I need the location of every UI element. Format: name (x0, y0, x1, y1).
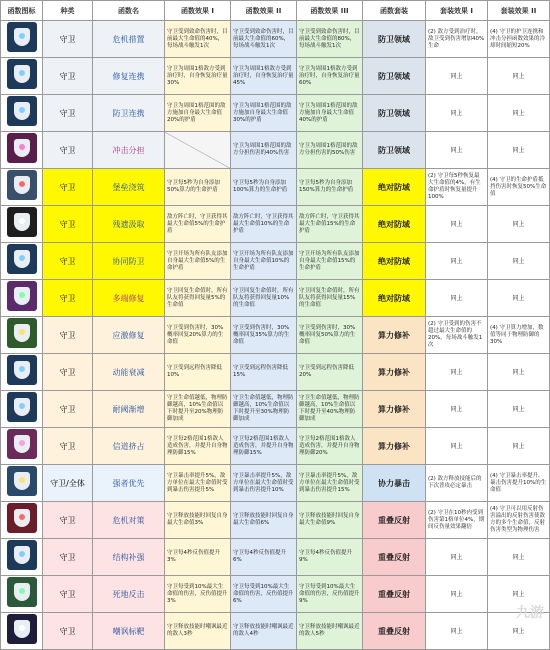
kind-cell: 守卫 (43, 354, 93, 391)
function-name: 结构补强 (93, 539, 165, 576)
kind-cell: 守卫 (43, 21, 93, 58)
effect-2: 守卫暴击率提升5%，敌方单位在最大生命值时受到暴击伤害提升10% (231, 465, 297, 502)
battery-heal-icon (7, 281, 37, 311)
function-name: 防卫连携 (93, 95, 165, 132)
effect-2: 守卫生命值越低，物理防御越高，10%生命值以下时提升至30%物理防御加成 (231, 391, 297, 428)
set-name: 防卫领域 (363, 132, 426, 169)
icon-cell (1, 58, 43, 95)
effect-3: 守卫生命值越低，物理防御越高，10%生命值以下时提升至40%物理防御加成 (297, 391, 363, 428)
effect-1: 守卫每5秒为自身添加50%算力的生命护盾 (165, 169, 231, 206)
set-name: 重叠反射 (363, 502, 426, 539)
set-effect-2: (4) 守卫暴击率提升，暴击伤害提升10%的生命值 (488, 465, 550, 502)
table-row (1, 169, 550, 206)
table-row (1, 354, 550, 391)
icon-cell (1, 21, 43, 58)
function-name: 动能衰减 (93, 354, 165, 391)
effect-3: 敌方阵亡时，守卫获得其最大生命值15%的生命护盾 (297, 206, 363, 243)
shield-cube-icon (7, 429, 37, 459)
effect-3: 守卫释放技能时嘲讽最近的敌人5秒 (297, 613, 363, 650)
set-effect-2: (4) 守卫可以用反射伤害溢出的反射伤害使敌方的多个生命值，反射伤害类型为物理伤害 (488, 502, 550, 539)
set-name: 绝对防域 (363, 280, 426, 317)
effect-3: 守卫每5秒为自身添加150%算力的生命护盾 (297, 169, 363, 206)
set-effect-2: 同上 (488, 280, 550, 317)
shield-repair-icon (7, 59, 37, 89)
set-name: 算力修补 (363, 354, 426, 391)
effect-2: 守卫受到远程伤害降低15% (231, 354, 297, 391)
header-set-effect-1: 套装效果 I (426, 1, 488, 21)
set-effect-1: 同上 (426, 206, 488, 243)
header-effect-2: 函数效果 II (231, 1, 297, 21)
set-effect-1: 同上 (426, 243, 488, 280)
set-name: 算力修补 (363, 391, 426, 428)
effect-1: 守卫释放技能时回复自身最大生命值3% (165, 502, 231, 539)
effect-3: 守卫每2格范围1格敌人造成伤害，并提升自身物理防御20% (297, 428, 363, 465)
kind-cell: 守卫 (43, 169, 93, 206)
shield-stack-icon (7, 392, 37, 422)
effect-1: 守卫受到远程伤害降低10% (165, 354, 231, 391)
kind-cell: 守卫 (43, 317, 93, 354)
effect-2: 守卫释放技能时嘲讽最近的敌人4秒 (231, 613, 297, 650)
effect-2: 守卫回复生命值时，所有队友将获得回复量10%的生命值 (231, 280, 297, 317)
set-name: 绝对防域 (363, 243, 426, 280)
set-name: 算力修补 (363, 317, 426, 354)
set-effect-2: 同上 (488, 206, 550, 243)
set-effect-1: 同上 (426, 58, 488, 95)
effect-1-empty (165, 132, 231, 169)
set-effect-2: 同上 (488, 539, 550, 576)
kind-cell: 守卫 (43, 132, 93, 169)
function-name: 强者优先 (93, 465, 165, 502)
set-effect-1: 同上 (426, 428, 488, 465)
function-name: 嘲讽标靶 (93, 613, 165, 650)
set-effect-2: (4) 守卫算力增加，数值等同于物理防御的30% (488, 317, 550, 354)
effect-2: 守卫为周围1格范围的敌方施加自身最大生命值30%的护盾 (231, 95, 297, 132)
kind-cell: 守卫 (43, 391, 93, 428)
shield-team-icon (7, 244, 37, 274)
header-icon: 函数图标 (1, 1, 43, 21)
set-effect-1: 同上 (426, 132, 488, 169)
effect-3: 守卫暴击率提升5%，敌方单位在最大生命值时受到暴击伤害提升15% (297, 465, 363, 502)
effect-2: 守卫为周围1格范围的敌方分担伤害的40%伤害 (231, 132, 297, 169)
effect-2: 守卫每2格范围1格敌人造成伤害，并提升自身物理防御15% (231, 428, 297, 465)
function-name: 堡垒浇筑 (93, 169, 165, 206)
set-name: 重叠反射 (363, 539, 426, 576)
effect-3: 守卫开场为所有队友添加自身最大生命值15%的生命护盾 (297, 243, 363, 280)
kind-cell: 守卫 (43, 502, 93, 539)
set-effect-1: 同上 (426, 576, 488, 613)
effect-1: 守卫受到伤害时，30%概率回复20%算力的生命值 (165, 317, 231, 354)
kind-cell: 守卫/全体 (43, 465, 93, 502)
header-effect-1: 函数效果 I (165, 1, 231, 21)
set-effect-2: (4) 守卫的生命护盾抵挡伤害时恢复50%生命值 (488, 169, 550, 206)
function-name: 冲击分担 (93, 132, 165, 169)
shield-heart-icon (7, 170, 37, 200)
effect-3: 守卫为周围1格范围的敌方分担伤害的50%伤害 (297, 132, 363, 169)
shield-frame-icon (7, 22, 37, 52)
function-name: 协同防卫 (93, 243, 165, 280)
effect-1: 守卫回复生命值时，所有队友将获得回复量5%的生命值 (165, 280, 231, 317)
shield-split-icon (7, 133, 37, 163)
table-row (1, 206, 550, 243)
set-effect-1: (2) 敌方释放技能后的下次普攻必定暴击 (426, 465, 488, 502)
effect-2: 守卫每受到10%最大生命值的伤害，反伤值提升6% (231, 576, 297, 613)
set-name: 重叠反射 (363, 576, 426, 613)
effect-3: 守卫受到致命伤害时，目前最大生命值的80%，每场战斗触发1次 (297, 21, 363, 58)
set-effect-2: 同上 (488, 576, 550, 613)
set-name: 防卫领域 (363, 95, 426, 132)
star-crown-icon (7, 466, 37, 496)
table-row (1, 21, 550, 58)
set-effect-2: 同上 (488, 391, 550, 428)
icon-cell (1, 243, 43, 280)
set-effect-1: 同上 (426, 391, 488, 428)
effect-1: 守卫每受到10%最大生命值的伤害，反伤值提升3% (165, 576, 231, 613)
table-row (1, 280, 550, 317)
kind-cell: 守卫 (43, 243, 93, 280)
set-effect-1: 同上 (426, 354, 488, 391)
effect-2: 守卫开场为所有队友添加自身最大生命值10%的生命护盾 (231, 243, 297, 280)
icon-cell (1, 539, 43, 576)
set-effect-2: 同上 (488, 132, 550, 169)
effect-2: 守卫受到伤害时，30%概率回复35%算力的生命值 (231, 317, 297, 354)
shield-alert-icon (7, 503, 37, 533)
function-name: 危机措置 (93, 21, 165, 58)
effect-3: 守卫每4秒反伤值提升9% (297, 539, 363, 576)
set-effect-2: 同上 (488, 613, 550, 650)
set-name: 防卫领域 (363, 58, 426, 95)
table-row (1, 502, 550, 539)
icon-cell (1, 95, 43, 132)
set-effect-2: 同上 (488, 95, 550, 132)
icon-cell (1, 391, 43, 428)
icon-cell (1, 206, 43, 243)
set-effect-1: 同上 (426, 613, 488, 650)
shield-link-icon (7, 96, 37, 126)
effect-1: 守卫受到致命伤害时，目前最大生命值的40%，每场战斗触发1次 (165, 21, 231, 58)
set-effect-1: 同上 (426, 539, 488, 576)
effect-2: 守卫释放技能时回复自身最大生命值6% (231, 502, 297, 539)
icon-cell (1, 502, 43, 539)
icon-cell (1, 354, 43, 391)
table-row (1, 317, 550, 354)
effect-1: 守卫每4秒反伤值提升3% (165, 539, 231, 576)
table-row (1, 576, 550, 613)
effect-3: 守卫受到伤害时，30%概率回复50%算力的生命值 (297, 317, 363, 354)
set-name: 协力暴击 (363, 465, 426, 502)
function-name: 信道挤占 (93, 428, 165, 465)
table-row (1, 243, 550, 280)
function-name: 死地反击 (93, 576, 165, 613)
shield-counter-icon (7, 577, 37, 607)
function-name: 修复连携 (93, 58, 165, 95)
table-row (1, 391, 550, 428)
icon-cell (1, 428, 43, 465)
set-effect-1: (2) 守卫在10秒内受到伤害第1格单位4%，期间反伤量效果翻倍 (426, 502, 488, 539)
effect-3: 守卫为周围1格范围的敌方施加自身最大生命值40%的护盾 (297, 95, 363, 132)
set-effect-1: 同上 (426, 280, 488, 317)
effect-2: 守卫为周围1格敌方受到治疗时，自身恢复治疗量45% (231, 58, 297, 95)
function-name: 耐阈渐增 (93, 391, 165, 428)
plus-sparkle-icon (7, 318, 37, 348)
header-effect-3: 函数效果 III (297, 1, 363, 21)
function-name: 多端修复 (93, 280, 165, 317)
set-name: 绝对防域 (363, 206, 426, 243)
set-effect-1: (2) 守卫每5秒恢复最大生命值的4%，有生命护盾时恢复量提升100% (426, 169, 488, 206)
icon-cell (1, 613, 43, 650)
kind-cell: 守卫 (43, 539, 93, 576)
set-effect-2: 同上 (488, 428, 550, 465)
shield-decay-icon (7, 355, 37, 385)
kind-cell: 守卫 (43, 280, 93, 317)
effect-3: 守卫受到远程伤害降低20% (297, 354, 363, 391)
set-effect-1: (2) 守卫受到的伤害不超过最大生命值的20%，每场战斗触发1次 (426, 317, 488, 354)
watermark-logo: 九游 (516, 602, 544, 622)
table-row (1, 132, 550, 169)
effect-3: 守卫释放技能时回复自身最大生命值9% (297, 502, 363, 539)
effect-1: 守卫为周围1格敌方受到治疗时，自身恢复治疗量30% (165, 58, 231, 95)
icon-cell (1, 132, 43, 169)
set-effect-2: 同上 (488, 243, 550, 280)
header-name: 函数名 (93, 1, 165, 21)
set-name: 绝对防域 (363, 169, 426, 206)
effect-1: 守卫每2格范围1格敌人造成伤害，并提升自身物理防御15% (165, 428, 231, 465)
effect-1: 守卫开场为所有队友添加自身最大生命值5%的生命护盾 (165, 243, 231, 280)
effect-1: 守卫生命值越低，物理防御越高，10%生命值以下时提升至20%物理防御加成 (165, 391, 231, 428)
effect-3: 守卫为周围1格敌方受到治疗时，自身恢复治疗量60% (297, 58, 363, 95)
table-row (1, 613, 550, 650)
effect-2: 守卫每5秒为自身添加100%算力的生命护盾 (231, 169, 297, 206)
effect-1: 守卫暴击率提升5%，敌方单位在最大生命值时受到暴击伤害提升5% (165, 465, 231, 502)
icon-cell (1, 465, 43, 502)
crosshair-icon (7, 614, 37, 644)
effect-2: 守卫受到致命伤害时，目前最大生命值的60%，每场战斗触发1次 (231, 21, 297, 58)
kind-cell: 守卫 (43, 576, 93, 613)
set-effect-2: 同上 (488, 354, 550, 391)
header-kind: 种类 (43, 1, 93, 21)
set-effect-2: (4) 守卫的护卫连携和冲击分担函数效果的冷却时间缩短20% (488, 21, 550, 58)
effect-2: 守卫每4秒反伤值提升6% (231, 539, 297, 576)
set-effect-1: 同上 (426, 95, 488, 132)
icon-cell (1, 576, 43, 613)
header-set: 函数套装 (363, 1, 426, 21)
kind-cell: 守卫 (43, 58, 93, 95)
icon-cell (1, 169, 43, 206)
table-row (1, 95, 550, 132)
skull-crossbones-icon (7, 207, 37, 237)
set-name: 重叠反射 (363, 613, 426, 650)
header-row (1, 1, 550, 21)
effect-1: 敌方阵亡时，守卫获得其最大生命值5%的生命护盾 (165, 206, 231, 243)
kind-cell: 守卫 (43, 206, 93, 243)
effect-2: 敌方阵亡时，守卫获得其最大生命值10%的生命护盾 (231, 206, 297, 243)
effect-3: 守卫回复生命值时，所有队友将获得回复量15%的生命值 (297, 280, 363, 317)
function-name: 应激修复 (93, 317, 165, 354)
function-name: 残遗汲取 (93, 206, 165, 243)
table-row (1, 465, 550, 502)
table-row (1, 428, 550, 465)
table-row (1, 58, 550, 95)
kind-cell: 守卫 (43, 613, 93, 650)
set-name: 防卫领域 (363, 21, 426, 58)
kind-cell: 守卫 (43, 428, 93, 465)
header-set-effect-2: 套装效果 II (488, 1, 550, 21)
set-name: 算力修补 (363, 428, 426, 465)
icon-cell (1, 317, 43, 354)
set-effect-2: 同上 (488, 58, 550, 95)
shield-build-icon (7, 540, 37, 570)
effect-1: 守卫释放技能时嘲讽最近的敌人3秒 (165, 613, 231, 650)
effect-3: 守卫每受到10%最大生命值的伤害，反伤值提升9% (297, 576, 363, 613)
effect-1: 守卫为周围1格范围的敌方施加自身最大生命值20%的护盾 (165, 95, 231, 132)
kind-cell: 守卫 (43, 95, 93, 132)
icon-cell (1, 280, 43, 317)
table-row (1, 539, 550, 576)
function-name: 危机对策 (93, 502, 165, 539)
set-effect-1: (2) 敌方受到治疗时，敌卫受到伤害增加40%生命 (426, 21, 488, 58)
